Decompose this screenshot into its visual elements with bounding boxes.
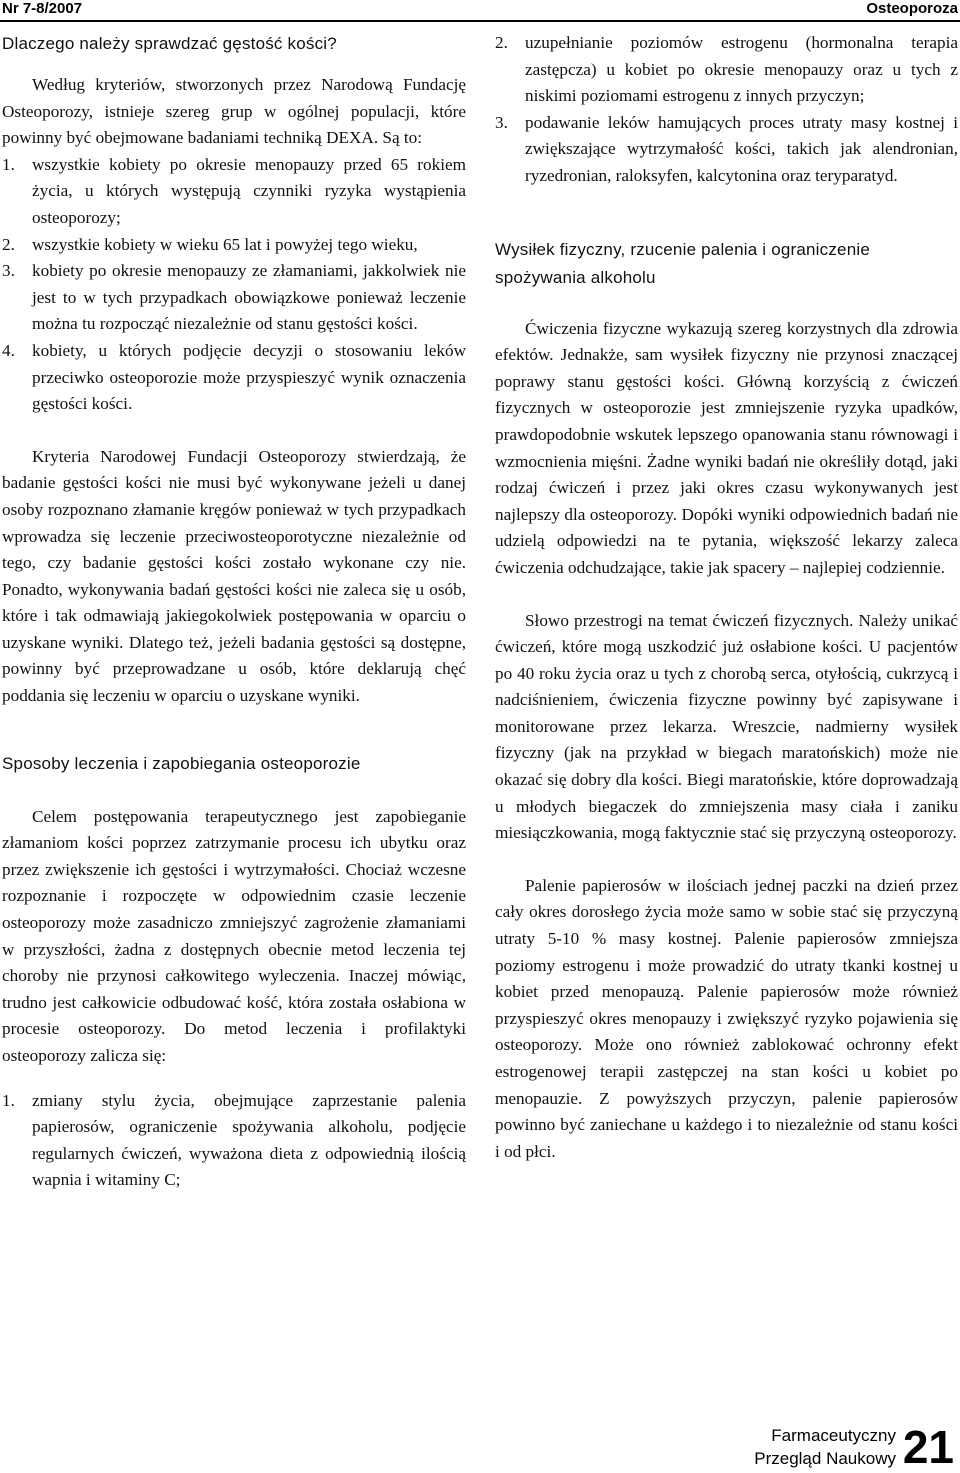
heading-why-check: Dlaczego należy sprawdzać gęstość kości? [2,34,337,53]
treatment-paragraph: Celem postępowania terapeutycznego jest zapobieganie złamaniom kości poprzez zatrzymanie procesu ich ubytku oraz przez zwiększenie ich gęstości i wytrzymałości. Chociaż wczesne rozpoznanie i rozpoczęte w odpowiednim czasie leczenie osteoporozy może zasadniczo zmniejszyć zagrożenie złamaniami w przyszłości, żadna z dostępnych obecnie metod leczenia tej choroby nie przynosi całkowitego wyleczenia. Inaczej mówiąc, trudno jest całkowicie odbudować kość, która została osłabiona w procesie osteoporozy. Do metod leczenia i profilaktyki osteoporozy zalicza się: [2,806,466,1065]
methods-list-continued [495,30,958,190]
left-column [2,30,466,1194]
criteria-list [2,152,466,418]
list-item: 3. kobiety po okresie menopauzy ze złamaniami, jakkolwiek nie jest to w tych przypadkach obowiązkowe ponieważ leczenie można tu rozpocząć niezależnie od stanu gęstości kości. [2,261,466,334]
right-column [495,30,958,1165]
methods-list [2,1088,466,1194]
section-label: Osteoporoza [866,0,958,17]
smoking-paragraph: Palenie papierosów w ilościach jednej paczki na dzień przez cały okres dorosłego życia może samo w sobie stać się przyczyną utraty 5-10 % masy kostnej. Palenie papierosów zmniejsza poziomy estrogenu i może prowadzić do utraty tkanki kostnej u kobiet przed menopauzą. Palenie papierosów może również przyspieszyć okres menopauzy i zwiększyć ryzyko pojawienia się osteoporozy. Może ono również zablokować ochronny efekt estrogenowej terapii zastępczej na stan kości u kobiet po menopauzie. Z powyższych przyczyn, palenie papierosów powinno być zaniechane u każdego i to niezależnie od stanu kości i od płci. [495,875,958,1161]
list-item: 1. wszystkie kobiety po okresie menopauzy przed 65 rokiem życia, u których występują czynniki ryzyka wystąpienia osteoporozy; [2,154,466,227]
list-item: 4. kobiety, u których podjęcie decyzji o stosowaniu leków przeciwko osteoporozie może przyspieszyć wynik oznaczenia gęstości kości. [2,340,466,414]
list-item: 2. uzupełnianie poziomów estrogenu (hormonalna terapia zastępcza) u kobiet po okresie menopauzy oraz u tych z niskimi poziomami estrogenu z innych przyczyn; [495,33,958,106]
journal-brand: Farmaceutyczny Przegląd Naukowy [754,1426,896,1468]
list-item: 3. podawanie leków hamujących proces utraty masy kostnej i zwiększające wytrzymałość kości, takich jak alendronian, ryzedronian, raloksyfen, kalcytonina oraz teryparatyd. [495,112,958,185]
issue-label: Nr 7-8/2007 [2,0,83,17]
header-rule [0,20,960,22]
intro-paragraph: Według kryteriów, stworzonych przez Narodową Fundację Osteoporozy, istnieje szereg grup w ogólnej populacji, które powinny być obejmowane badaniami techniką DEXA. Są to: [2,75,466,148]
list-item: 2. wszystkie kobiety w wieku 65 lat i powyżej tego wieku, [2,234,418,254]
heading-exercise: Wysiłek fizyczny, rzucenie palenia i ograniczenie spożywania alkoholu [495,239,870,287]
exercise-paragraph: Ćwiczenia fizyczne wykazują szereg korzystnych dla zdrowia efektów. Jednakże, sam wysiłek fizyczny nie przynosi znaczącej poprawy stanu gęstości kości. Główną korzyścią z ćwiczeń fizycznych w osteoporozie jest zmniejszenie ryzyka upadków, prawdopodobnie wskutek lepszego opanowania stanu równowagi i wzmocnienia mięśni. Żadne wyniki badań nie określiły dotąd, jaki rodzaj ćwiczeń i przez jaki okres czasu wykonywanych jest najlepszy dla osteoporozy. Dopóki wyniki odpowiednich badań nie udzielą odpowiedzi na te pytania, większość lekarzy zaleca ćwiczenia odchudzające, takie jak spacery – najlepiej codziennie. [495,318,958,577]
heading-treatment: Sposoby leczenia i zapobiegania osteoporozie [2,753,361,773]
page-number: 21 [902,1421,954,1473]
list-item: 1. zmiany stylu życia, obejmujące zaprzestanie palenia papierosów, ograniczenie spożywania alkoholu, podjęcie regularnych ćwiczeń, wyważona dieta z odpowiednią ilością wapnia i witaminy C; [2,1090,466,1190]
criteria-paragraph: Kryteria Narodowej Fundacji Osteoporozy stwierdzają, że badanie gęstości kości nie musi być wykonywane jeżeli u danej osoby rozpoznano złamanie kręgów ponieważ w tych przypadkach wprowadza się leczenie przeciwosteoporotyczne niezależnie od tego, czy badanie gęstości kości zostało wykonane czy nie. Ponadto, wykonywania badań gęstości kości nie zaleca się u osób, które i tak odmawiają jakiegokolwiek postępowania w oparciu o uzyskane wyniki. Dlatego też, jeżeli badania gęstości są dostępne, powinny być przeprowadzane u osób, które deklarują chęć poddania się leczeniu w oparciu o uzyskane wyniki. [2,446,466,706]
warning-paragraph: Słowo przestrogi na temat ćwiczeń fizycznych. Należy unikać ćwiczeń, które mogą uszkodzić już osłabione kości. U pacjentów po 40 roku życia oraz u tych z chorobą serca, otyłością, cukrzycą i nadciśnieniem, ćwiczenia fizyczne powinny być zapisywane i monitorowane przez lekarza. Wreszcie, nadmierny wysiłek fizyczny (jak na przykład w biegach maratońskich) może nie okazać się dobry dla kości. Biegi maratońskie, które doprowadzają u młodych biegaczek do zmniejszenia masy ciała i zaniku miesiączkowania, mogą faktycznie stać się przyczyną osteoporozy. [495,610,958,843]
